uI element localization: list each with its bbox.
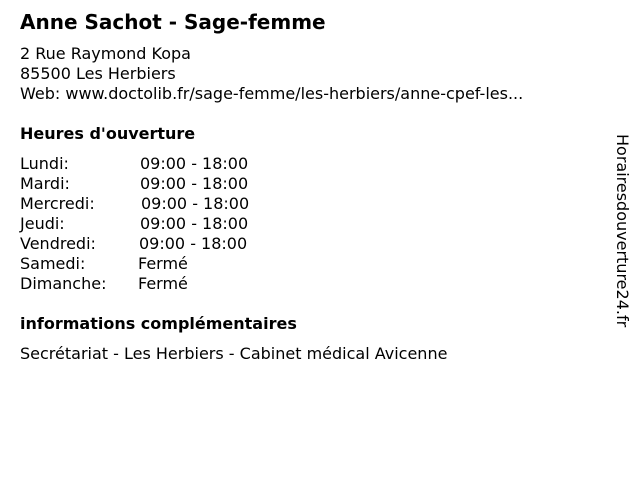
day-label: Vendredi: <box>20 234 96 253</box>
day-hours: 09:00 - 18:00 <box>140 214 249 233</box>
day-label: Lundi: <box>20 154 69 173</box>
address-street: 2 Rue Raymond Kopa <box>20 44 191 63</box>
opening-hours-heading: Heures d'ouverture <box>20 124 196 143</box>
day-label: Jeudi: <box>20 214 65 233</box>
site-brand-vertical <box>612 134 632 346</box>
website-line[interactable]: Web: www.doctolib.fr/sage-femme/les-herbiers/anne-cpef-les... <box>20 84 524 103</box>
address-city: 85500 Les Herbiers <box>20 64 176 83</box>
site-brand-label: Horairesdouverture24.fr <box>613 134 632 328</box>
day-hours: Fermé <box>138 274 188 293</box>
day-label: Mercredi: <box>20 194 95 213</box>
day-hours: Fermé <box>138 254 188 273</box>
day-hours: 09:00 - 18:00 <box>140 154 249 173</box>
additional-info-heading: informations complémentaires <box>20 314 297 333</box>
business-title: Anne Sachot - Sage-femme <box>20 10 326 34</box>
day-hours: 09:00 - 18:00 <box>139 234 248 253</box>
day-label: Samedi: <box>20 254 86 273</box>
day-hours: 09:00 - 18:00 <box>140 174 249 193</box>
additional-info-text: Secrétariat - Les Herbiers - Cabinet médical Avicenne <box>20 344 448 363</box>
business-address <box>20 44 523 104</box>
day-label: Dimanche: <box>20 274 107 293</box>
day-hours: 09:00 - 18:00 <box>141 194 250 213</box>
day-label: Mardi: <box>20 174 70 193</box>
